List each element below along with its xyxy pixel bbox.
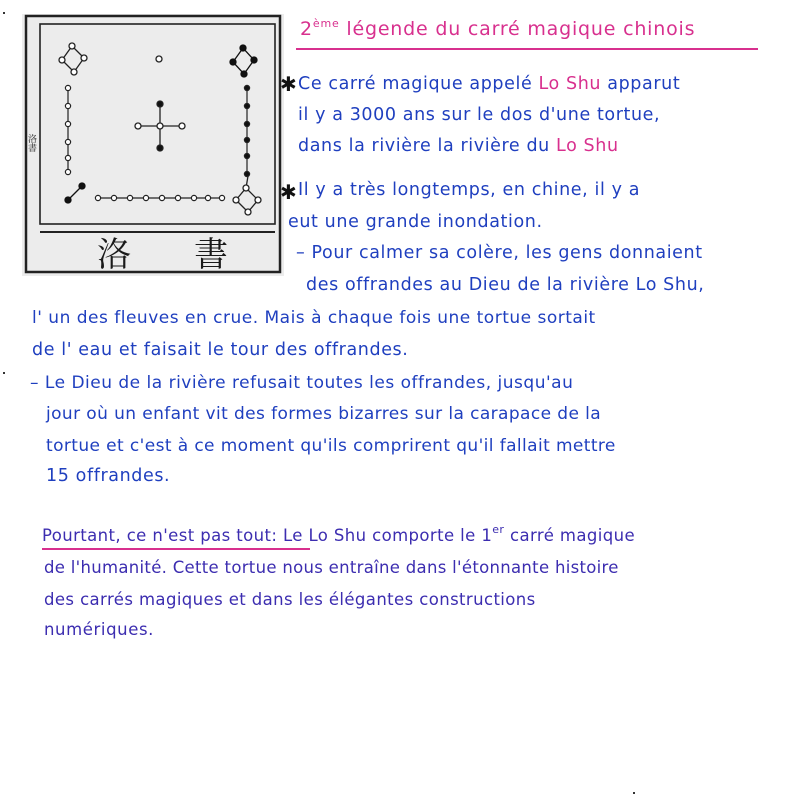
para2-line7: – Le Dieu de la rivière refusait toutes les offrandes, jusqu'au xyxy=(30,373,574,393)
figure-glyph-right: 書 xyxy=(194,235,228,275)
figure-background xyxy=(22,14,284,276)
para2-line1: Il y a très longtemps, en chine, il y a xyxy=(298,180,641,200)
bullet-asterisk: ✱ xyxy=(280,72,297,96)
lo-shu-name: Lo Shu xyxy=(538,74,602,94)
para3-lead: Pourtant, ce n'est pas tout xyxy=(42,526,272,545)
figure-side-glyphs: 洛書 xyxy=(26,134,36,152)
para1-line3 xyxy=(298,136,619,156)
lo-shu-figure xyxy=(22,14,284,276)
para1-line1 xyxy=(298,74,680,94)
title-underline xyxy=(296,48,758,50)
para3-line1-a: : Le Lo Shu comporte le 1 xyxy=(271,526,493,545)
para3-line2: de l'humanité. Cette tortue nous entraîne dans l'étonnante histoire xyxy=(44,558,619,577)
para2-line3: – Pour calmer sa colère, les gens donnaient xyxy=(296,243,703,263)
para2-line4: des offrandes au Dieu de la rivière Lo Shu, xyxy=(306,275,705,295)
para1-line1-c: apparut xyxy=(601,74,681,94)
para2-line8: jour où un enfant vit des formes bizarres sur la carapace de la xyxy=(46,404,602,424)
para1-line1-a: Ce carré magique appelé xyxy=(298,74,539,94)
para2-line2: eut une grande inondation. xyxy=(288,212,543,232)
para1-line2: il y a 3000 ans sur le dos d'une tortue, xyxy=(298,105,661,125)
para2-line6: de l' eau et faisait le tour des offrandes. xyxy=(32,340,409,360)
bullet-asterisk: ✱ xyxy=(280,180,297,204)
para3-line3: des carrés magiques et dans les élégantes constructions xyxy=(44,590,536,609)
stray-mark xyxy=(3,12,5,14)
para3-line1-sup: er xyxy=(492,523,505,536)
figure-glyph-left: 洛 xyxy=(97,235,131,275)
dot-one-top xyxy=(156,56,162,62)
para3-line4: numériques. xyxy=(44,620,155,639)
para3-line1-b: carré magique xyxy=(504,526,636,545)
para1-line3-a: dans la rivière la rivière du xyxy=(298,136,557,156)
para2-line10: 15 offrandes. xyxy=(46,466,171,486)
page-title xyxy=(300,18,695,40)
stray-mark xyxy=(3,372,5,374)
para3-line1 xyxy=(42,523,636,545)
para2-line9: tortue et c'est à ce moment qu'ils comprirent qu'il fallait mettre xyxy=(46,436,616,456)
lead-underline xyxy=(42,548,310,550)
title-text: légende du carré magique chinois xyxy=(339,18,696,40)
para2-line5: l' un des fleuves en crue. Mais à chaque fois une tortue sortait xyxy=(32,308,596,328)
title-prefix: 2 xyxy=(300,18,313,40)
title-prefix-sup: ème xyxy=(312,17,340,30)
lo-shu-name: Lo Shu xyxy=(556,136,619,156)
stray-mark xyxy=(633,792,635,794)
